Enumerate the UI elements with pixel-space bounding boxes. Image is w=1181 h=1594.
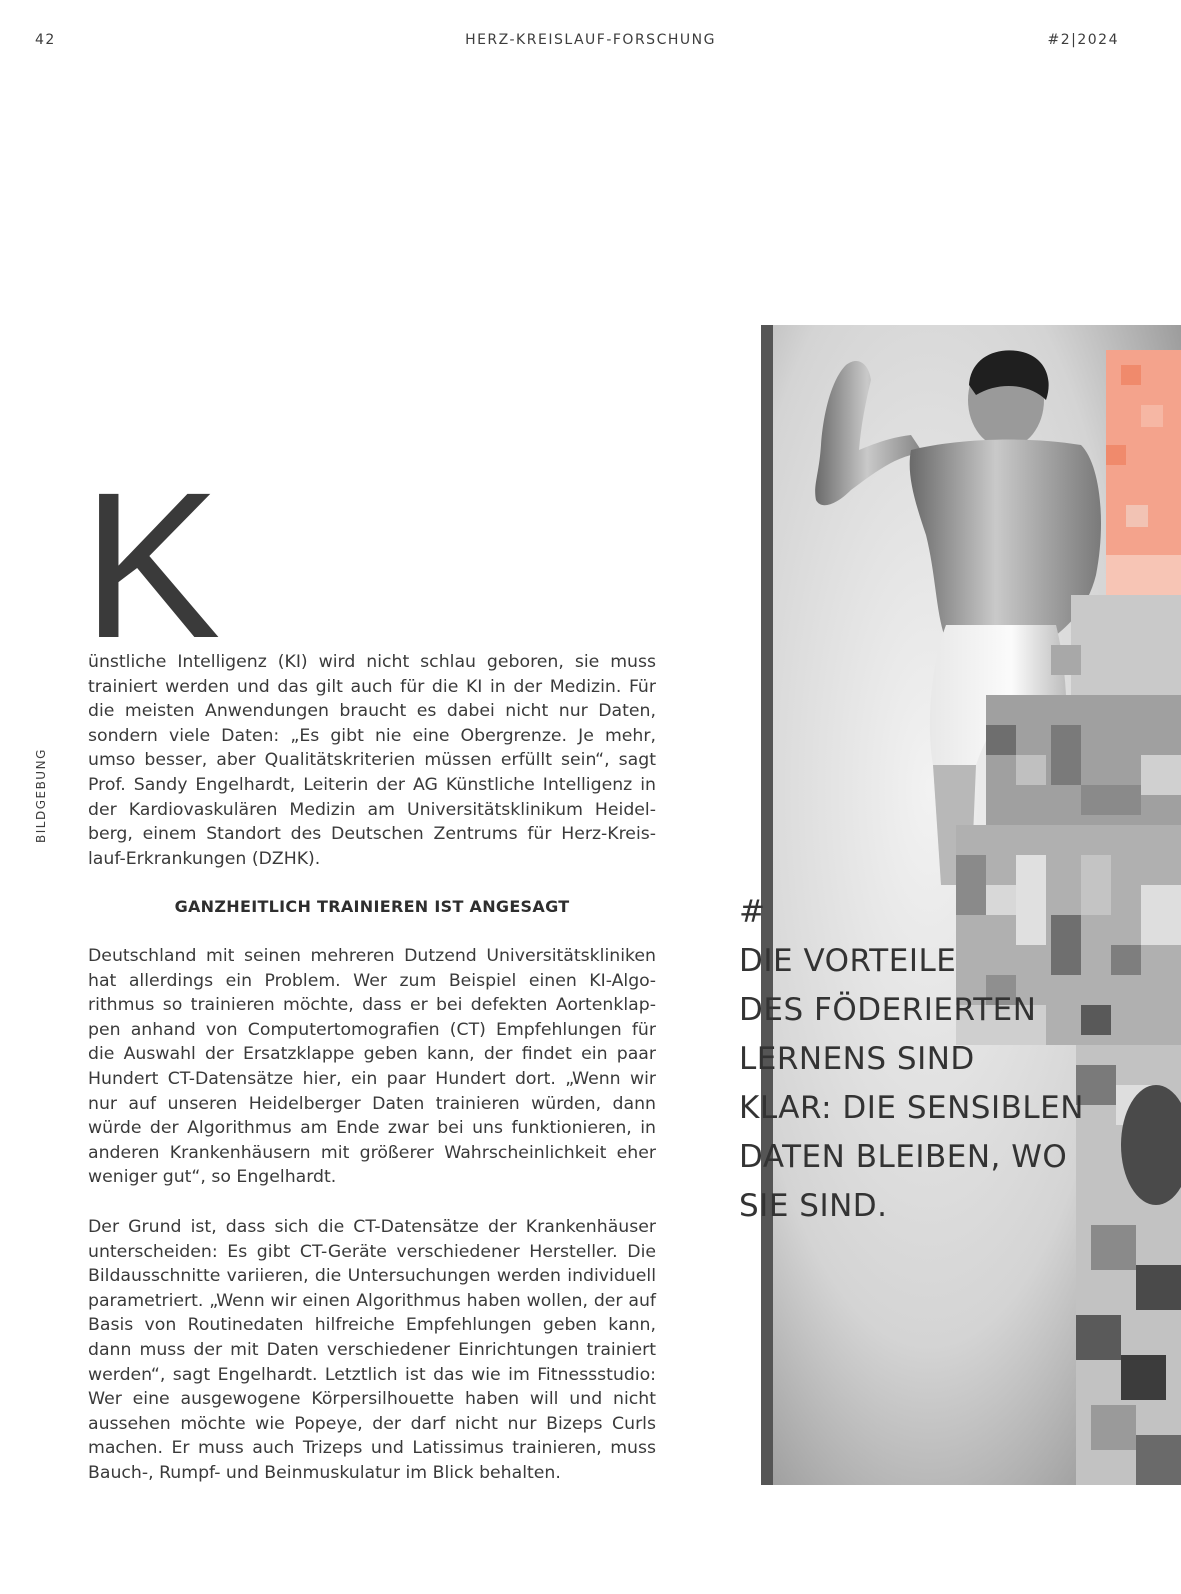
page-header (0, 32, 1181, 52)
subheading: GANZHEITLICH TRAINIEREN IST ANGESAGT (174, 897, 570, 916)
paragraph-3: Der Grund ist, dass sich die CT-Datensätze der Krankenhäuser unterscheiden: Es gibt CT-Geräte verschiedener Hersteller. Die Bildausschnitte variieren, die Untersuchungen werden individuell parametriert. „Wenn wir einen Algorithmus haben wollen, der auf Basis von Routinedaten hilfreiche Empfehlungen geben kann, dann muss der mit Daten verschiedener Einrichtungen trainiert werden“, sagt Engelhardt. Letztlich ist das wie im Fitnessstudio: Wer eine ausgewogene Körpersilhouette haben will und nicht aussehen möchte wie Popeye, der darf nicht nur Bizeps Curls machen. Er muss auch Trizeps und Latissimus trainieren, muss Bauch-, Rumpf- und Beinmuskulatur im Blick behalten. (88, 1217, 656, 1483)
paragraph-2: Deutschland mit seinen mehreren Dutzend Universitätskliniken hat allerdings ein Problem. Wer zum Beispiel einen KI-Algorithmus so trainieren möchte, dass er bei defekten Aortenklappen anhand von Computertomografien (CT) Empfehlungen für die Auswahl der Ersatzklappe geben kann, der findet ein paar Hundert CT-Datensätze hier, ein paar Hundert dort. „Wenn wir nur auf unseren Heidelberger Daten trainieren würden, dann würde der Algorithmus am Ende zwar bei uns funktionieren, in anderen Krankenhäusern mit größerer Wahrscheinlichkeit eher weniger gut“, so Engelhardt. (88, 946, 656, 1188)
pull-quote-hash: # (739, 894, 766, 930)
page-number: 42 (35, 32, 56, 48)
drop-cap: K (82, 450, 221, 682)
issue-number: #2|2024 (1047, 32, 1119, 48)
pull-quote (739, 888, 1179, 1231)
section-title: HERZ-KREISLAUF-FORSCHUNG (465, 32, 716, 48)
pull-quote-line: SIE SIND. (739, 1188, 888, 1224)
side-section-label: BILDGEBUNG (34, 748, 48, 843)
paragraph-1: ünstliche Intelligenz (KI) wird nicht schlau geboren, sie muss trainiert werden und das gilt auch für die KI in der Medizin. Für die meisten Anwendungen braucht es dabei nicht nur Daten, sondern viele Daten: „Es gibt nie eine Obergrenze. Je mehr, umso besser, aber Qualitätskriterien müssen erfüllt sein“, sagt Prof. Sandy Engelhardt, Leiterin der AG Künstliche Intelligenz in der Kardiovaskulären Medizin am Universitätsklinikum Heidelberg, einem Standort des Deutschen Zentrums für Herz-Kreislauf-Erkrankungen (DZHK). (88, 652, 656, 869)
pull-quote-line: DATEN BLEIBEN, WO (739, 1139, 1068, 1175)
pull-quote-line: DES FÖDERIERTEN (739, 992, 1037, 1028)
pull-quote-line: LERNENS SIND (739, 1041, 975, 1077)
pull-quote-line: DIE VORTEILE (739, 943, 957, 979)
pull-quote-line: KLAR: DIE SENSIBLEN (739, 1090, 1084, 1126)
